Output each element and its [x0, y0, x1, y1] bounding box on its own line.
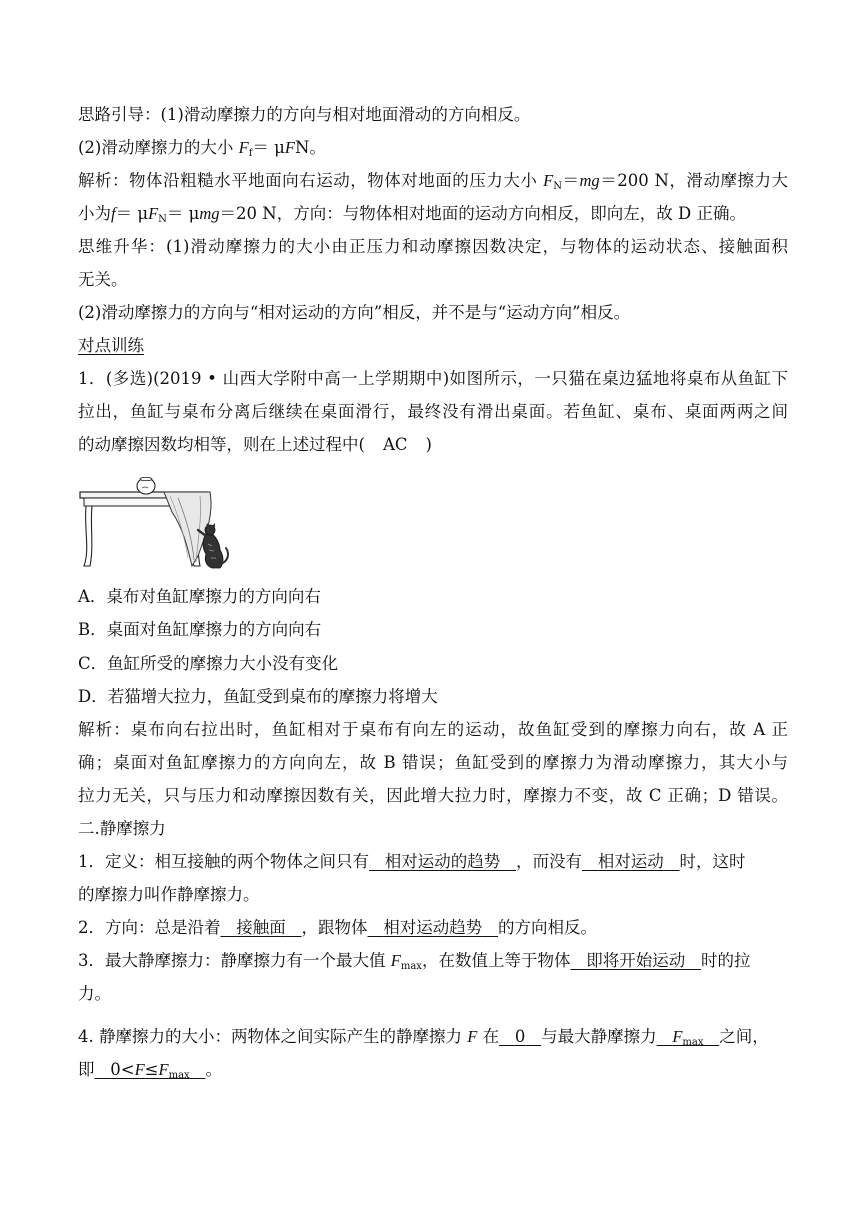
subscript-N: N	[553, 181, 562, 192]
training-title: 对点训练	[78, 336, 144, 355]
training-heading	[78, 334, 788, 358]
symbol-F: F	[148, 204, 159, 223]
subscript-max: max	[682, 1037, 704, 1048]
symbol-F: F	[134, 1060, 145, 1079]
symbol-F: F	[238, 138, 249, 157]
max-static-line-2: 力。	[78, 984, 111, 1003]
blank-fmax	[657, 1027, 720, 1046]
definition-text: 1．定义：相互接触的两个物体之间只有	[78, 852, 369, 871]
blank-text: 接触面	[236, 918, 286, 937]
symbol-F: F	[543, 171, 554, 190]
subscript-f: f	[248, 148, 253, 159]
analysis-text: ＝20 N，方向：与物体相对地面的运动方向相反，即向左，故 D 正确。	[219, 204, 746, 223]
blank-text: 相对运动	[597, 852, 664, 871]
size-text: 即	[78, 1060, 95, 1079]
analysis-text: ＝ μ	[115, 204, 149, 223]
analysis-text: ＝ μ	[166, 204, 200, 223]
max-static-line-1	[78, 949, 788, 973]
blank-text: ≤	[144, 1060, 159, 1079]
hint-line-1	[78, 103, 788, 127]
blank-text: 相对运动趋势	[383, 918, 483, 937]
blank-contact-surface	[221, 918, 302, 937]
analysis1-line-1	[78, 169, 788, 193]
answer-text: AC	[382, 435, 408, 454]
direction-line	[78, 916, 788, 940]
blank-text: 0<	[110, 1060, 135, 1079]
symbol-mg: mg	[199, 204, 220, 223]
option-a: A．桌布对鱼缸摩擦力的方向向右	[78, 587, 321, 606]
hint-text: 思路引导：(1)滑动摩擦力的方向与相对地面滑动的方向相反。	[78, 105, 531, 124]
table-leg-left	[84, 506, 92, 566]
size-line-2	[78, 1058, 788, 1082]
cat-tablecloth-figure	[74, 474, 254, 574]
size-text: 与最大静摩擦力	[541, 1027, 657, 1046]
max-text: 时的拉	[700, 951, 751, 970]
size-text: 在	[477, 1027, 500, 1046]
definition-line-1	[78, 850, 788, 874]
option-c: C．鱼缸所受的摩擦力大小没有变化	[78, 654, 339, 673]
question-text: )	[425, 435, 432, 454]
analysis-text: 解析：物体沿粗糙水平地面向右运动，物体对地面的压力大小	[78, 171, 544, 190]
size-line-1	[78, 1025, 788, 1049]
section2-title: 二.静摩擦力	[78, 819, 166, 838]
symbol-F: F	[284, 138, 295, 157]
analysis2-line-2: 确；桌面对鱼缸摩擦力的方向向左，故 B 错误；鱼缸受到的摩擦力为滑动摩擦力，其大小与	[78, 753, 788, 772]
blank-text: 即将开始运动	[586, 951, 686, 970]
size-text: 4. 静摩擦力的大小：两物体之间实际产生的静摩擦力	[78, 1027, 468, 1046]
blank-range	[95, 1060, 206, 1079]
upgrade-line-3: (2)滑动摩擦力的方向与“相对运动的方向”相反，并不是与“运动方向”相反。	[78, 303, 631, 322]
hint-text: N。	[294, 138, 326, 157]
hint-text: (2)滑动摩擦力的大小	[78, 138, 239, 157]
blank-relative-motion	[582, 852, 680, 871]
analysis-text: ＝200 N，滑动摩擦力大	[599, 171, 788, 190]
analysis2-line-3: 拉力无关，只与压力和动摩擦因数有关，因此增大拉力时，摩擦力不变，故 C 正确；D 错误。	[78, 786, 788, 805]
analysis2-line-1: 解析：桌布向右拉出时，鱼缸相对于桌布有向左的运动，故鱼缸受到的摩擦力向右，故 A 正	[78, 720, 788, 739]
option-d: D．若猫增大拉力，鱼缸受到桌布的摩擦力将增大	[78, 687, 438, 706]
size-text: 。	[205, 1060, 222, 1079]
question-line-2: 拉出，鱼缸与桌布分离后继续在桌面滑行，最终没有滑出桌面。若鱼缸、桌布、桌面两两之间	[78, 402, 788, 421]
symbol-F: F	[672, 1027, 683, 1046]
subscript-max: max	[168, 1070, 190, 1081]
definition-text: 时，这时	[679, 852, 746, 871]
symbol-mg: mg	[579, 171, 600, 190]
question-line-3	[78, 433, 788, 457]
definition-text: ，而没有	[516, 852, 582, 871]
hint-line-2	[78, 136, 788, 160]
hint-text: ＝ μ	[252, 138, 285, 157]
symbol-F: F	[467, 1027, 478, 1046]
size-text: 之间，	[719, 1027, 769, 1046]
question-line-1: 1．(多选)(2019 • 山西大学附中高一上学期期中)如图所示，一只猫在桌边猛地将桌布从鱼缸下	[78, 369, 788, 388]
blank-text: 0	[514, 1027, 526, 1046]
analysis-text: ＝	[561, 171, 580, 190]
direction-text: ，跟物体	[301, 918, 368, 937]
blank-text: 相对运动的趋势	[384, 852, 501, 871]
subscript-max: max	[400, 961, 422, 972]
symbol-F: F	[158, 1060, 169, 1079]
analysis-text: 小为	[78, 204, 111, 223]
option-b: B．桌面对鱼缸摩擦力的方向向右	[78, 620, 322, 639]
blank-zero	[499, 1027, 541, 1046]
question-text: 的动摩擦因数均相等，则在上述过程中(	[78, 435, 365, 454]
blank-about-to-move	[570, 951, 701, 970]
subscript-N: N	[158, 214, 167, 225]
symbol-f: f	[111, 204, 116, 223]
cat	[203, 532, 223, 568]
direction-text: 的方向相反。	[498, 918, 597, 937]
upgrade-line-1: 思维升华：(1)滑动摩擦力的大小由正压力和动摩擦因数决定，与物体的运动状态、接触面积	[78, 237, 788, 256]
blank-relative-motion-tendency-2	[368, 918, 499, 937]
definition-line-2: 的摩擦力叫作静摩擦力。	[78, 885, 260, 904]
direction-text: 2．方向：总是沿着	[78, 918, 221, 937]
upgrade-line-2: 无关。	[78, 270, 128, 289]
blank-relative-motion-tendency	[369, 852, 516, 871]
analysis1-line-2	[78, 202, 788, 226]
max-text: 3．最大静摩擦力：静摩擦力有一个最大值	[78, 951, 391, 970]
symbol-F: F	[390, 951, 401, 970]
max-text: ，在数值上等于物体	[421, 951, 571, 970]
